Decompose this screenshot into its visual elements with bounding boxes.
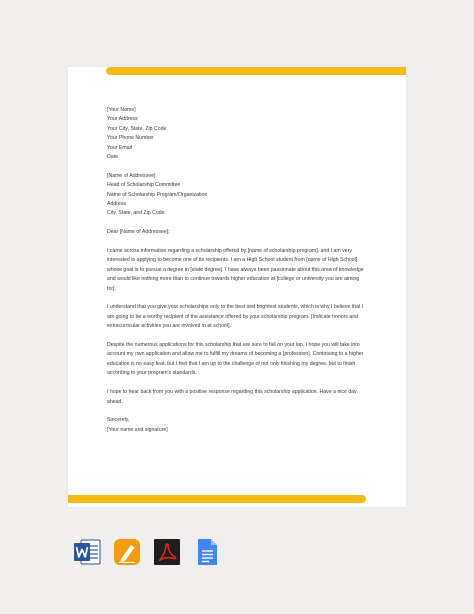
paragraph-2: I understand that you give your scholarships only to the best and brightest students, which is why I believe that I am going to be a worthy recipient of the assistance offered by your scholarship program. [Indicate honors and extracurricular activities you are involved in at school]. [107, 304, 364, 330]
signature: [Your name and signature] [107, 426, 168, 433]
format-icons [72, 537, 222, 567]
paragraph-3: Despite the numerous applications for this scholarship that are sure to fall on your lap, I hope you will take into account my own application and allow me to fulfill my dreams of becoming a [profession]. Continuing to a higher education is no easy feat, but I feel that I am up to the challenge of not only finishing my degree, but to finish according to your program's standards. [107, 342, 364, 377]
recipient-city: City, State, and Zip Code [107, 210, 165, 217]
letter-date: Date [107, 154, 118, 161]
recipient-name: [Name of Addressee] [107, 172, 156, 179]
sender-block [107, 106, 369, 162]
sender-city: Your City, State, Zip Code [107, 125, 167, 132]
letter-body [107, 106, 369, 435]
word-icon[interactable] [72, 537, 102, 567]
recipient-address: Address [107, 201, 127, 208]
sender-name: [Your Name] [107, 107, 136, 113]
recipient-title: Head of Scholarship Committee [107, 182, 181, 189]
sender-email: Your Email [107, 144, 132, 151]
pdf-icon[interactable] [152, 537, 182, 567]
recipient-organization: Name of Scholarship Program/Organization [107, 191, 208, 198]
recipient-block [107, 172, 369, 219]
paragraph-4: I hope to hear back from you with a positive response regarding this scholarship application. Have a nice day ahead. [107, 389, 357, 405]
salutation: Dear [Name of Addressee]; [107, 229, 170, 236]
bottom-accent-bar [68, 495, 366, 503]
paragraph-1: I came across information regarding a scholarship offered by [name of scholarship program], and I am very interested in applying to become one of its recipients. I am a High School student from [name of High School] whose goal is to pursue a degree in [state degree]. I have always been passionate about this area of knowledge and would like nothing more than to continue towards higher education at [college or university you are aiming for]. [107, 248, 364, 292]
sender-phone: Your Phone Number [107, 135, 154, 142]
google-docs-icon[interactable] [192, 537, 222, 567]
pages-icon[interactable] [112, 537, 142, 567]
closing: Sincerely, [107, 417, 130, 424]
sender-address: Your Address [107, 116, 138, 123]
top-accent-bar [106, 67, 406, 75]
